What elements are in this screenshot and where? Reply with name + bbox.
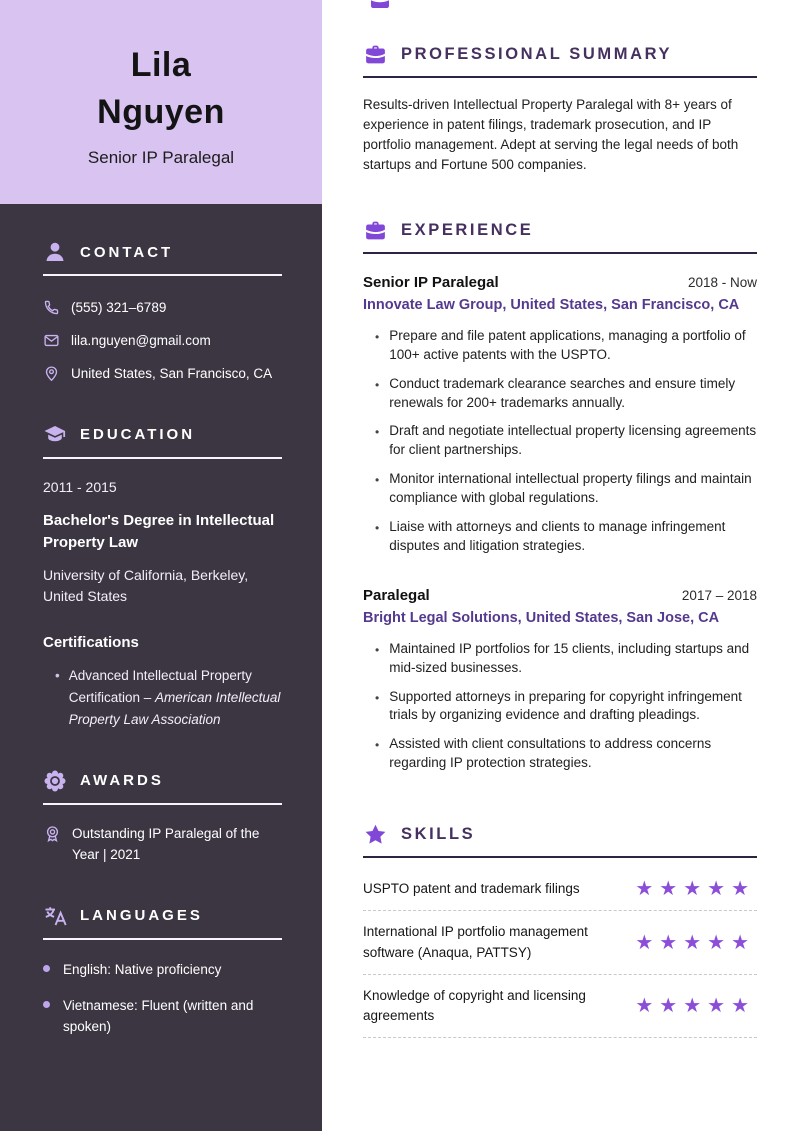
main-column [322,0,800,1131]
contact-list [43,298,282,385]
awards-underline [43,803,282,805]
experience-bullet [363,422,757,460]
skill-row [363,975,757,1039]
skills-section-header [363,822,757,847]
skill-label: International IP portfolio management software (Anaqua, PATTSY) [363,924,588,960]
bullet-text: Liaise with attorneys and clients to manage infringement disputes and litigation strategies. [389,519,726,553]
person-name [97,42,225,136]
bullet-text: Maintained IP portfolios for 15 clients, including startups and mid-sized businesses. [389,640,750,675]
experience-entry [363,274,757,556]
contact-section-header [43,240,282,264]
skill-label: USPTO patent and trademark filings [363,881,580,897]
bullet-glyph: • [375,642,380,657]
job-dates: 2017 – 2018 [681,587,757,603]
experience-bullet [363,375,757,413]
languages-heading: LANGUAGES [80,907,203,925]
contact-email-text: lila.nguyen@gmail.com [71,332,211,348]
skill-row [363,868,757,911]
bullet-glyph: • [375,377,380,392]
experience-heading: EXPERIENCE [401,220,534,239]
person-job-title: Senior IP Paralegal [87,147,235,167]
awards-section [43,769,282,866]
summary-text: Results-driven Intellectual Property Paralegal with 8+ years of experience in patent filings, trademark prosecution, and IP portfolio management. Adept at serving the legal needs of both startups and Fortune 500 companies. [363,97,739,172]
education-section [43,423,282,731]
experience-underline [363,252,757,254]
skill-row [363,911,757,975]
education-heading: EDUCATION [80,426,196,444]
contact-phone-text: (555) 321–6789 [71,300,167,315]
job-bullet-list [363,640,757,773]
bullet-text: Conduct trademark clearance searches and ensure timely renewals for 200+ trademarks annually. [389,375,736,410]
skills-underline [363,856,757,858]
briefcase-icon [363,42,388,67]
certification-text [69,665,282,731]
name-header [0,0,322,204]
skill-rating-stars: ★★★★★ [635,995,755,1018]
bullet-glyph: • [375,473,380,488]
skill-rating-stars: ★★★★★ [635,878,755,901]
skill-label: Knowledge of copyright and licensing agreements [363,987,586,1024]
summary-underline [363,76,757,78]
experience-bullet [363,518,757,556]
certification-item [43,665,282,731]
bullet-glyph: • [375,425,380,440]
job-title: Paralegal [363,586,430,604]
bullet-text: Draft and negotiate intellectual property licensing agreements for client partnerships. [389,423,757,458]
bullet-glyph: • [55,668,60,684]
summary-section [363,0,757,175]
language-text: English: Native proficiency [63,961,222,977]
contact-item-phone [43,298,282,319]
job-bullet-list [363,327,757,556]
education-underline [43,457,282,459]
job-company: Innovate Law Group, United States, San Francisco, CA [363,296,740,313]
mail-icon [43,332,60,349]
contact-location-text: United States, San Francisco, CA [71,365,273,381]
bullet-text: Prepare and file patent applications, managing a portfolio of 100+ active patents with the USPTO. [389,327,746,362]
languages-underline [43,938,282,940]
contact-item-email [43,331,282,352]
person-icon [43,240,67,264]
education-section-header [43,423,282,447]
sidebar [0,0,322,1131]
awards-section-header [43,769,282,793]
skills-heading: SKILLS [401,825,476,844]
job-header [363,587,757,604]
languages-section-header [43,904,282,928]
skill-rating-stars: ★★★★★ [635,931,755,954]
award-item [43,823,282,866]
awards-heading: AWARDS [80,772,164,790]
pin-icon [43,365,60,382]
contact-item-location [43,364,282,385]
summary-heading: PROFESSIONAL SUMMARY [401,45,673,63]
translate-icon [43,904,67,928]
experience-section [363,218,757,773]
bullet-glyph: • [375,690,380,705]
bullet-glyph: • [375,738,380,753]
job-header [363,274,757,291]
clipped-briefcase-icon [368,0,392,11]
experience-bullet [363,327,757,365]
briefcase-icon [363,218,388,243]
certifications-heading: Certifications [43,634,139,652]
certification-text-normal: Advanced Intellectual Property Certification – [68,668,252,705]
language-text: Vietnamese: Fluent (written and spoken) [63,997,254,1034]
languages-list [43,960,282,1038]
phone-icon [43,299,60,316]
experience-bullet [363,640,757,678]
contact-underline [43,274,282,276]
last-name: Nguyen [97,93,225,131]
star-icon [363,822,388,847]
experience-bullet [363,688,757,726]
award-badge-icon [43,769,67,793]
job-company: Bright Legal Solutions, United States, San Jose, CA [363,609,720,626]
contact-section [43,240,282,385]
skills-list [363,868,757,1038]
experience-bullet [363,735,757,773]
sidebar-content [0,204,322,1038]
experience-bullet [363,470,757,508]
summary-section-header [363,42,757,67]
language-item [43,960,282,981]
bullet-glyph: • [375,329,380,344]
certification-org: American Intellectual Property Law Association [68,690,281,727]
experience-entry [363,587,757,773]
bullet-glyph: • [375,521,380,535]
job-title: Senior IP Paralegal [363,273,499,291]
bullet-dot-icon [43,1001,50,1008]
education-degree: Bachelor's Degree in Intellectual Property Law [43,511,275,552]
job-dates: 2018 - Now [687,274,757,290]
first-name: Lila [130,46,192,85]
languages-section [43,904,282,1038]
experience-section-header [363,218,757,243]
skills-section [363,822,757,1038]
bullet-text: Assisted with client consultations to address concerns regarding IP protection strategies. [389,736,712,771]
education-school: University of California, Berkeley, United States [43,566,249,605]
language-item [43,996,282,1038]
bullet-text: Supported attorneys in preparing for copyright infringement trials by organizing evidence and drafting pleadings. [389,688,742,723]
award-text: Outstanding IP Paralegal of the Year | 2021 [72,825,260,863]
bullet-text: Monitor international intellectual property filings and maintain compliance with global regulations. [389,471,752,506]
bullet-dot-icon [43,965,50,972]
contact-heading: CONTACT [80,243,174,261]
rosette-icon [43,824,62,843]
education-period: 2011 - 2015 [43,478,117,495]
graduation-cap-icon [43,423,67,447]
